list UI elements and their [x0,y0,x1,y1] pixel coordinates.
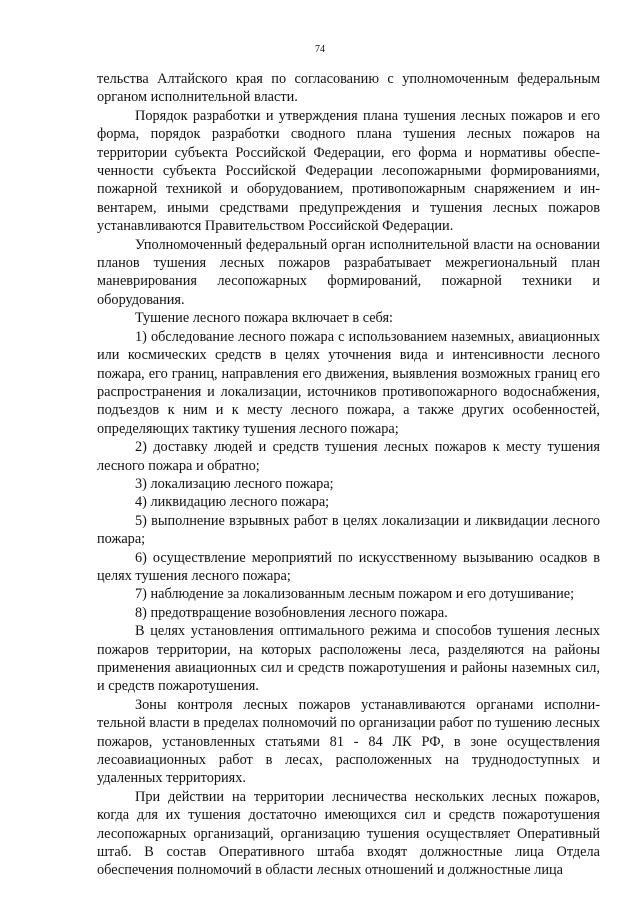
paragraph-operative-headquarters: При действии на территории лесничества нескольких лесных пожаров, когда для их тушения достаточно имеющихся сил и средств пожаротушения лесопожарных организаций, организацию тушения осуществляет Оперативный штаб. В состав Оперативного штаба входят должностные лица Отдела обеспечения полномочий в области лесных отношений и должностные лица [97,788,600,879]
list-item-6: 6) осуществление мероприятий по искусственному вызыванию осадков в целях тушения лесного пожара; [97,549,600,584]
list-item-4: 4) ликвидацию лесного пожара; [135,494,330,511]
list-item-1: 1) обследование лесного пожара с использованием наземных, авиационных или космических средств в целях уточнения вида и интенсивности лесного пожара, его границ, направления его движения, выявления возможных границ его распространения и локализации, источников противопожарного водоснабжения, подъездов к ним и к месту лесного пожара, а также других особенностей, определяющих тактику тушения лесного пожара; [97,328,600,437]
paragraph-list-intro: Тушение лесного пожара включает в себя: [135,310,394,327]
list-item-3: 3) локализацию лесного пожара; [135,475,334,492]
paragraph-control-zones: Зоны контроля лесных пожаров устанавливаются органами исполнительной власти в пределах полномочий по организации работ по тушению лесных пожаров, установленных статьями 81 - 84 ЛК РФ, в зоне осуществления лесоавиационных работ в лесах, расположенных на труднодоступных и удаленных территориях. [97,696,600,787]
list-item-8: 8) предотвращение возобновления лесного пожара. [135,604,448,621]
list-item-2: 2) доставку людей и средств тушения лесных пожаров к месту тушения лесного пожара и обратно; [97,439,600,474]
paragraph-continuation: тельства Алтайского края по согласованию с уполномоченным федеральным органом исполнительной власти. [97,71,600,106]
paragraph-interregional-plan: Уполномоченный федеральный орган исполнительной власти на основании планов тушения лесных пожаров разрабатывает межрегиональный план маневрирования лесопожарных формирований, пожарной техники и оборудования. [97,236,600,308]
body-text [97,70,600,880]
paragraph-districts: В целях установления оптимального режима и способов тушения лесных пожаров территории, на которых расположены леса, разделяются на районы применения авиационных сил и средств пожаротушения и районы наземных сил, и средств пожаротушения. [97,623,600,695]
list-item-7: 7) наблюдение за локализованным лесным пожаром и его дотушивание; [135,586,575,603]
page-number: 74 [315,44,325,55]
paragraph-plan-procedure: Порядок разработки и утверждения плана тушения лесных пожаров и его форма, порядок разработки сводного плана тушения лесных пожаров на территории субъекта Российской Федерации, его форма и нормативы обеспеченности субъекта Российской Федерации лесопожарными формированиями, пожарной техникой и оборудованием, противопожарным снаряжением и инвентарем, иными средствами предупреждения и тушения лесных пожаров устанавливаются Правительством Российской Федерации. [97,107,600,235]
list-item-5: 5) выполнение взрывных работ в целях локализации и ликвидации лесного пожара; [97,512,600,548]
